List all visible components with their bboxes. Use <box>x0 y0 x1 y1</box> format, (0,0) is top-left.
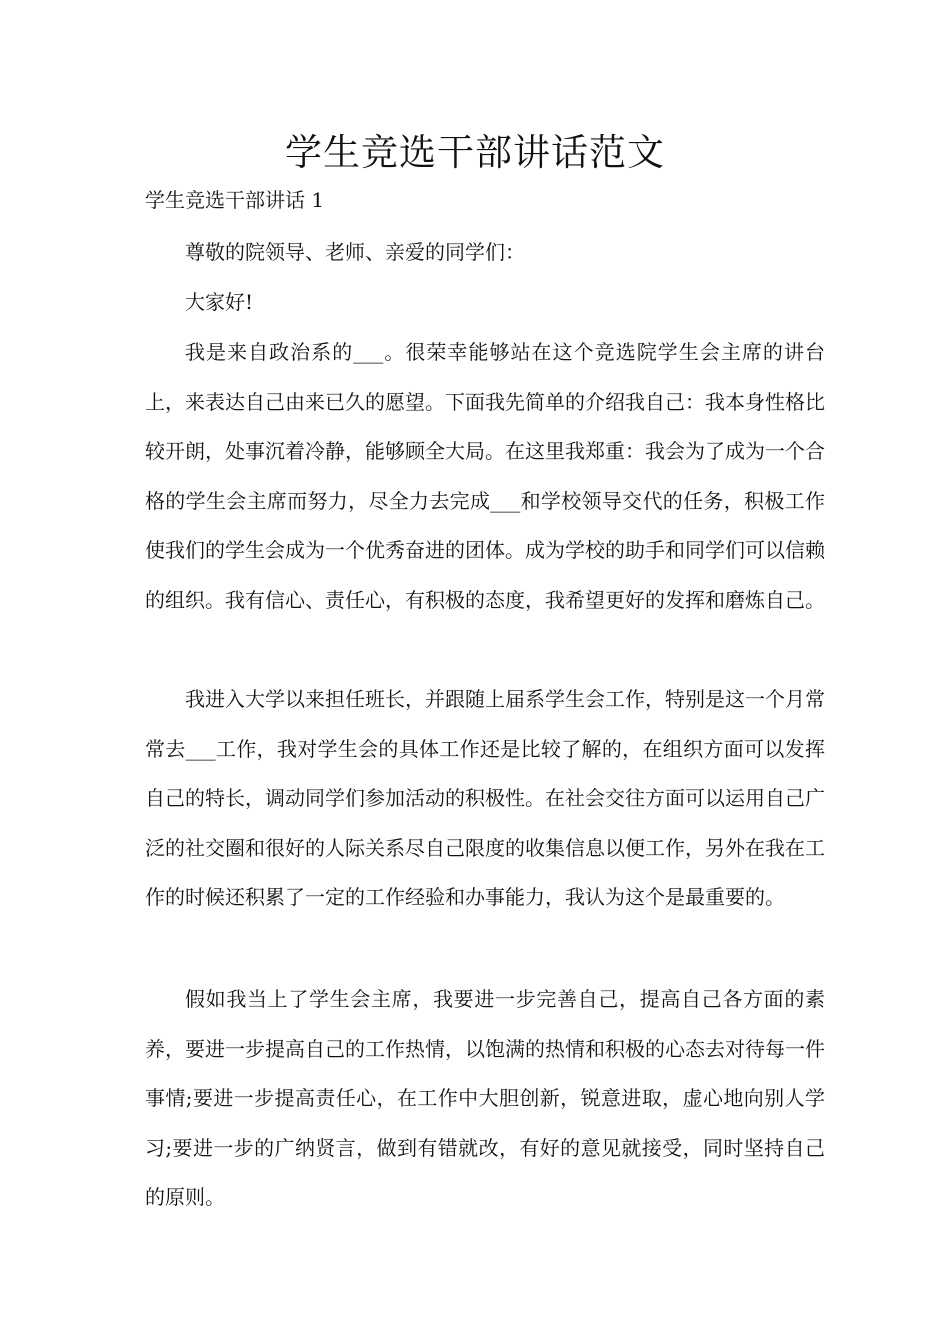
body-paragraph: 我进入大学以来担任班长，并跟随上届系学生会工作，特别是这一个月常常去___工作，我对学生会的具体工作还是比较了解的，在组织方面可以发挥自己的特长，调动同学们参加活动的积极性。在社会交往方面可以运用自己广泛的社交圈和很好的人际关系尽自己限度的收集信息以便工作，另外在我在工作的时候还积累了一定的工作经验和办事能力，我认为这个是最重要的。 <box>145 687 825 910</box>
body-paragraph: 假如我当上了学生会主席，我要进一步完善自己，提高自己各方面的素养，要进一步提高自己的工作热情，以饱满的热情和积极的心态去对待每一件事情;要进一步提高责任心，在工作中大胆创新，锐意进取，虚心地向别人学习;要进一步的广纳贤言，做到有错就改，有好的意见就接受，同时坚持自己的原则。 <box>145 987 825 1210</box>
salutation-block <box>145 228 825 278</box>
paragraph-block-2 <box>145 675 825 923</box>
paragraph-block-3 <box>145 975 825 1223</box>
paragraph-block-1 <box>145 328 825 626</box>
document-title: 学生竞选干部讲话范文 <box>285 131 665 174</box>
body-paragraph: 我是来自政治系的___。很荣幸能够站在这个竞选院学生会主席的讲台上，来表达自己由来已久的愿望。下面我先简单的介绍我自己：我本身性格比较开朗，处事沉着冷静，能够顾全大局。在这里我郑重：我会为了成为一个合格的学生会主席而努力，尽全力去完成___和学校领导交代的任务，积极工作使我们的学生会成为一个优秀奋进的团体。成为学校的助手和同学们可以信赖的组织。我有信心、责任心，有积极的态度，我希望更好的发挥和磨炼自己。 <box>145 340 825 612</box>
greeting: 大家好! <box>185 290 254 314</box>
section-heading: 学生竞选干部讲话 1 <box>145 188 325 212</box>
greeting-block <box>145 278 825 328</box>
salutation: 尊敬的院领导、老师、亲爱的同学们： <box>185 240 525 264</box>
